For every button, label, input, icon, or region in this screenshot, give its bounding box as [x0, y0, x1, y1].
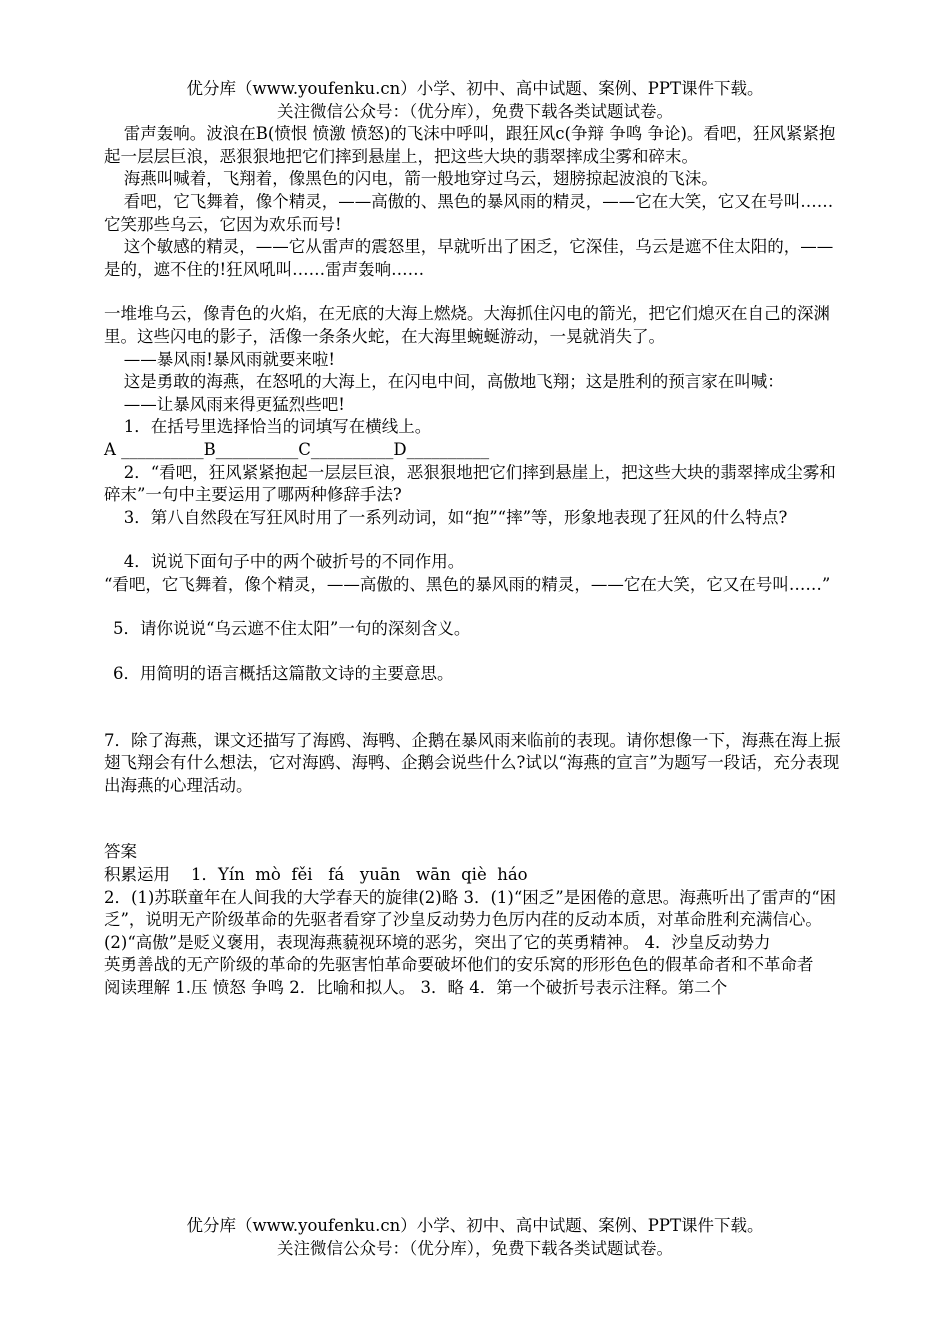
answer-section-4: 英勇善战的无产阶级的革命的先驱害怕革命要破坏他们的安乐窝的形形色色的假革命者和不革命者	[104, 955, 814, 975]
passage-paragraph-4: 这个敏感的精灵，——它从雷声的震怒里，早就听出了困乏，它深佳，乌云是遮不住太阳的，——是的，遮不住的!狂风吼叫……雷声轰响……	[104, 237, 834, 279]
passage-paragraph-8: ——让暴风雨来得更猛烈些吧!	[123, 394, 345, 414]
passage-paragraph-3: 看吧，它飞舞着，像个精灵，——高傲的、黑色的暴风雨的精灵，——它在大笑，它又在号叫……它笑那些乌云，它因为欢乐而号!	[104, 191, 834, 234]
footer-line-2: 关注微信公众号：（优分库），免费下载各类试题试卷。	[277, 1238, 673, 1258]
question-5: 5．请你说说“乌云遮不住太阳”一句的深刻含义。	[113, 619, 471, 639]
question-6: 6．用简明的语言概括这篇散文诗的主要意思。	[113, 664, 454, 684]
answer-section-2: 2．(1)苏联童年在人间我的大学春天的旋律(2)略 3．(1)“困乏”是困倦的意思。海燕听出了雷声的“困乏”，说明无产阶级革命的先驱者看穿了沙皇反动势力色厉内荏的反动本质，对革命胜利充满信心。	[104, 887, 837, 930]
question-1-blanks: A __________B__________C__________D__________	[104, 439, 490, 459]
header-line-2: 关注微信公众号：（优分库），免费下载各类试题试卷。	[277, 101, 673, 121]
question-7: 7．除了海燕，课文还描写了海鸥、海鸭、企鹅在暴风雨来临前的表现。请你想像一下，海燕在海上振翅飞翔会有什么想法，它对海鸥、海鸭、企鹅会说些什么?试以“海燕的宣言”为题写一段话，充分表现出海燕的心理活动。	[104, 730, 841, 795]
question-4: 4．说说下面句子中的两个破折号的不同作用。	[123, 552, 465, 572]
answers-heading: 答案	[104, 842, 137, 862]
footer-line-1: 优分库（www.youfenku.cn）小学、初中、高中试题、案例、PPT课件下载。	[186, 1216, 764, 1235]
question-2: 2．“看吧，狂风紧紧抱起一层层巨浪，恶狠狠地把它们摔到悬崖上，把这些大块的翡翠摔成尘雾和碎末”一句中主要运用了哪两种修辞手法?	[104, 462, 836, 505]
question-1: 1．在括号里选择恰当的词填写在横线上。	[123, 417, 432, 437]
passage-paragraph-7: 这是勇敢的海燕，在怒吼的大海上，在闪电中间，高傲地飞翔；这是胜利的预言家在叫喊：	[123, 372, 784, 392]
passage-paragraph-6: ——暴风雨!暴风雨就要来啦!	[123, 349, 336, 369]
answer-section-5: 阅读理解 1.压 愤怒 争鸣 2．比喻和拟人。 3．略 4．第一个破折号表示注释。第二个	[104, 978, 728, 997]
passage-paragraph-5: 一堆堆乌云，像青色的火焰，在无底的大海上燃烧。大海抓住闪电的箭光，把它们熄灭在自己的深渊里。这些闪电的影子，活像一条条火蛇，在大海里蜿蜒游动，一晃就消失了。	[104, 304, 830, 346]
header-line-1: 优分库（www.youfenku.cn）小学、初中、高中试题、案例、PPT课件下载。	[186, 79, 764, 98]
question-4-quote: “看吧，它飞舞着，像个精灵，——高傲的、黑色的暴风雨的精灵，——它在大笑，它又在号叫……”	[104, 574, 831, 594]
answer-section-1: 积累运用 1．Yín mò fěi fá yuān wān qiè háo	[104, 865, 528, 885]
page-footer	[104, 1215, 846, 1260]
document-body	[104, 78, 846, 1000]
answer-section-3: (2)“高傲”是贬义褒用，表现海燕藐视环境的恶劣，突出了它的英勇精神。 4．沙皇反动势力	[104, 932, 771, 952]
passage-paragraph-1: 雷声轰响。波浪在B(愤恨 愤激 愤怒)的飞沫中呼叫，跟狂风c(争辩 争鸣 争论)。看吧，狂风紧紧抱起一层层巨浪，恶狠狠地把它们摔到悬崖上，把这些大块的翡翠摔成尘雾和碎末。	[104, 124, 836, 166]
passage-paragraph-2: 海燕叫喊着，飞翔着，像黑色的闪电，箭一般地穿过乌云，翅膀掠起波浪的飞沫。	[123, 169, 718, 189]
question-3: 3．第八自然段在写狂风时用了一系列动词，如“抱”“摔”等，形象地表现了狂风的什么特点?	[123, 507, 788, 527]
